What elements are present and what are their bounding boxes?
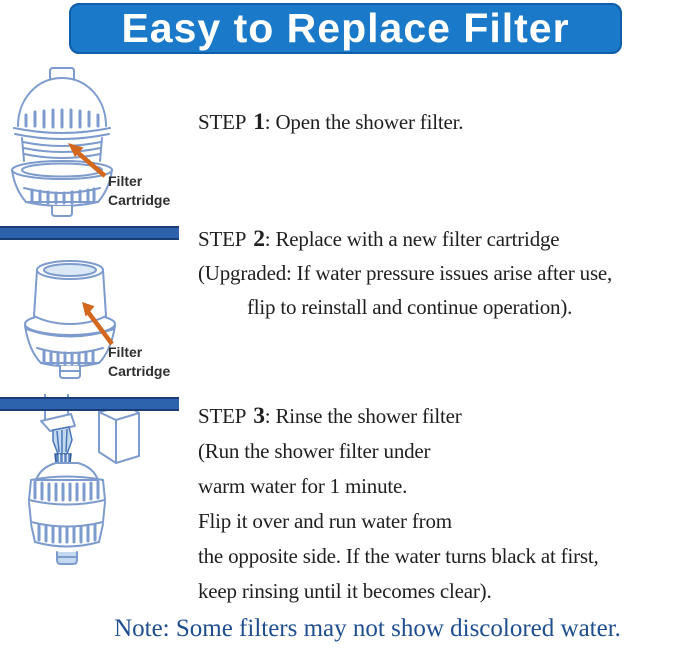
step3-line1	[198, 399, 599, 434]
caption-line: Cartridge	[108, 192, 171, 208]
step3-rinse-filter-illustration	[15, 394, 175, 574]
step2-line1	[198, 222, 612, 256]
connector-nut	[55, 454, 71, 463]
page-title: Easy to Replace Filter	[121, 5, 570, 51]
step3-number: 3	[253, 403, 265, 429]
section-divider-bar	[0, 397, 179, 411]
step1-label: STEP	[198, 110, 247, 134]
step2-text	[198, 222, 612, 324]
water-stream-icon	[53, 427, 72, 454]
step1-text	[198, 109, 463, 136]
step2-line1-text: : Replace with a new filter cartridge	[264, 227, 560, 251]
step2-label: STEP	[198, 227, 247, 251]
filter-cartridge-label-step2	[108, 343, 170, 381]
step3-line3: warm water for 1 minute.	[198, 474, 408, 498]
caption-line: Cartridge	[108, 363, 171, 379]
step2-line3: flip to reinstall and continue operation).	[247, 295, 573, 319]
bottom-note: Note: Some filters may not show discolored water.	[114, 615, 621, 642]
filter-cartridge-label-step1	[108, 172, 170, 210]
step1-number: 1	[253, 109, 265, 135]
step3-line4: Flip it over and run water from	[198, 509, 452, 533]
step3-label: STEP	[198, 404, 247, 428]
step2-line2: (Upgraded: If water pressure issues arise after use,	[198, 261, 613, 285]
step3-line6: keep rinsing until it becomes clear).	[198, 579, 492, 603]
step1-line1: : Open the shower filter.	[264, 110, 464, 134]
header-banner	[69, 3, 622, 54]
step3-line5: the opposite side. If the water turns black at first,	[198, 544, 599, 568]
caption-line: Filter	[108, 344, 143, 360]
section-divider-bar	[0, 226, 179, 240]
step3-line1-text: : Rinse the shower filter	[264, 404, 462, 428]
caption-line: Filter	[108, 173, 143, 189]
step3-text	[198, 399, 599, 609]
step3-line2: (Run the shower filter under	[198, 439, 431, 463]
step2-number: 2	[253, 226, 265, 252]
